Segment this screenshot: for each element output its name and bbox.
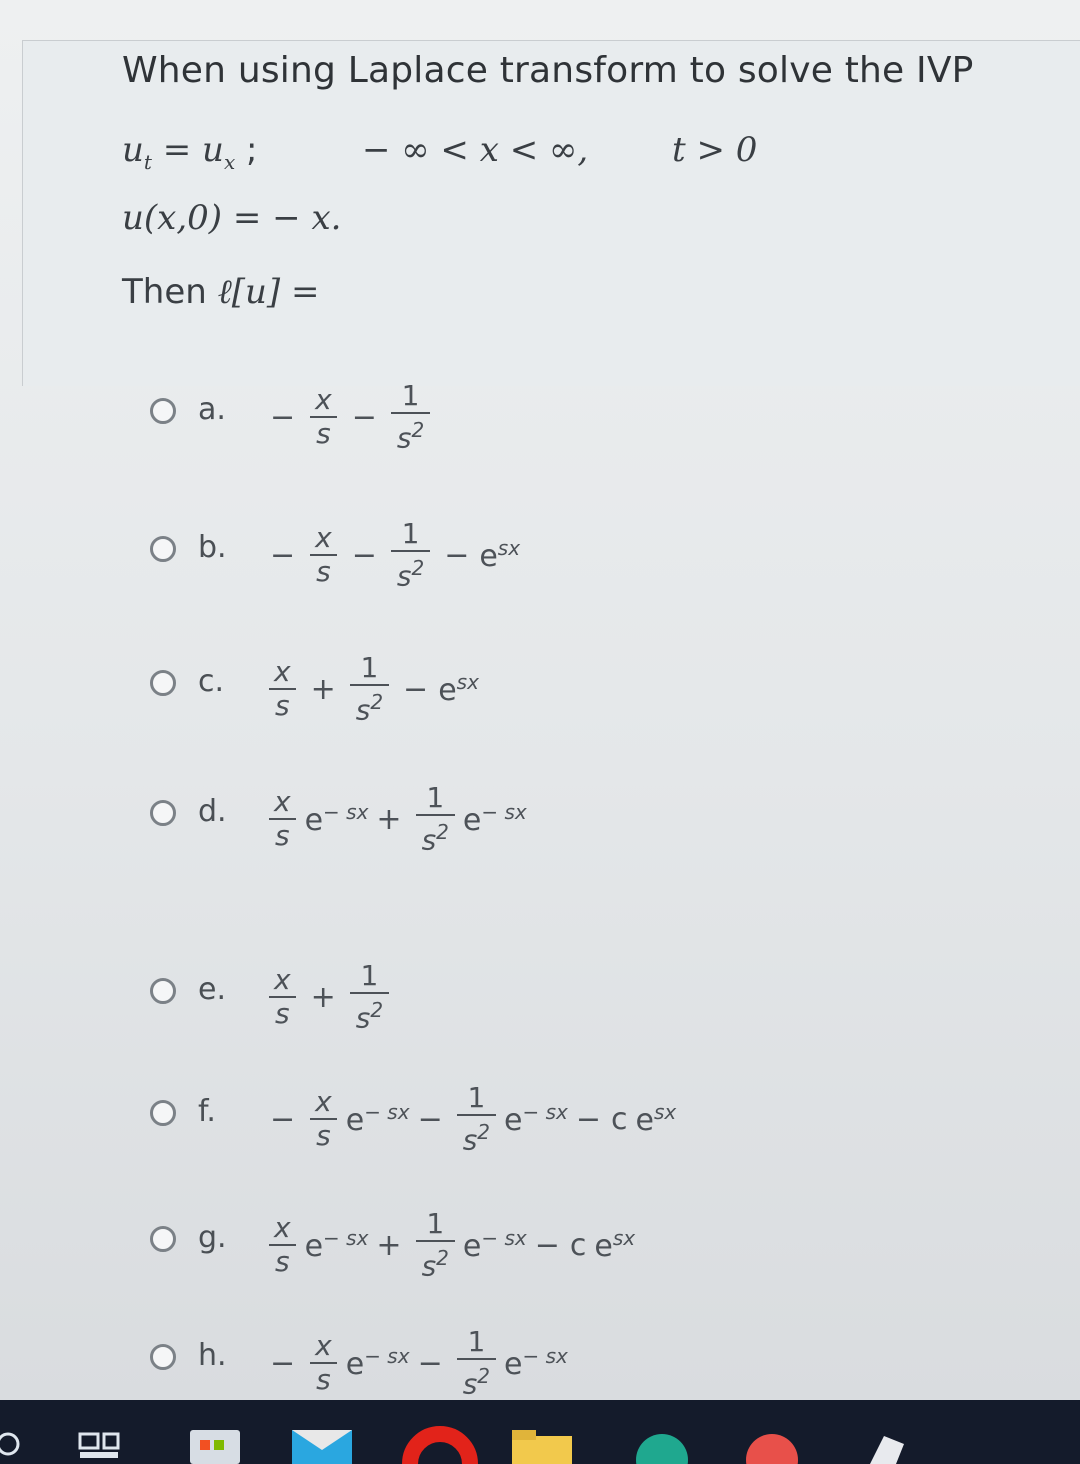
pde-left-sub: t <box>143 149 152 174</box>
minus-sign: − <box>270 537 296 573</box>
option-expression <box>262 782 527 856</box>
option-expression <box>262 380 436 454</box>
numerator: 1 <box>426 1207 445 1240</box>
minus-sign: − <box>351 537 377 573</box>
e-symbol: e <box>635 1103 654 1139</box>
numerator: x <box>315 383 332 417</box>
exponent: 2 <box>370 998 384 1022</box>
opera-icon[interactable] <box>410 1434 470 1464</box>
option-label: e. <box>198 972 226 1007</box>
exp-term <box>463 1226 527 1264</box>
radio-c[interactable] <box>150 670 176 696</box>
fraction <box>268 656 297 722</box>
option-expression <box>262 1326 568 1400</box>
exp-term <box>504 1100 568 1138</box>
numerator: x <box>315 1085 332 1119</box>
denominator: s <box>310 1118 337 1152</box>
minus-sign: − <box>534 1227 560 1263</box>
constant-c: c <box>569 1227 587 1263</box>
fraction <box>309 522 338 588</box>
fraction <box>309 384 338 450</box>
exponent: 2 <box>436 820 449 844</box>
fraction <box>416 782 455 856</box>
numerator: 1 <box>360 651 379 684</box>
s-symbol: s <box>462 1123 478 1157</box>
exponent: − sx <box>323 800 369 825</box>
fraction <box>457 1082 496 1156</box>
fraction <box>350 652 389 726</box>
search-icon[interactable] <box>0 1434 18 1454</box>
radio-e[interactable] <box>150 978 176 1004</box>
numerator: x <box>315 521 332 555</box>
mail-icon[interactable] <box>292 1430 352 1464</box>
chrome-icon[interactable] <box>746 1434 798 1464</box>
numerator: x <box>274 785 291 819</box>
e-symbol: e <box>438 673 457 709</box>
pde-left: u <box>122 130 144 170</box>
fraction <box>268 964 297 1030</box>
e-symbol: e <box>345 1103 365 1139</box>
e-symbol: e <box>479 539 498 575</box>
denominator: s <box>269 818 296 852</box>
e-symbol: e <box>304 803 324 839</box>
file-explorer-icon[interactable] <box>512 1430 572 1464</box>
e-symbol: e <box>504 1347 523 1383</box>
option-expression <box>262 518 520 592</box>
numerator: 1 <box>426 781 445 814</box>
taskbar <box>0 1400 1080 1464</box>
option-label: d. <box>198 794 227 829</box>
store-icon[interactable] <box>190 1430 240 1464</box>
numerator: 1 <box>467 1081 486 1114</box>
denominator: s <box>310 416 337 450</box>
exponent: sx <box>612 1226 636 1251</box>
radio-a[interactable] <box>150 398 176 424</box>
pde-line <box>122 130 258 174</box>
minus-sign: − <box>403 671 429 707</box>
constant-c: c <box>611 1101 628 1137</box>
pde-right-sub: x <box>223 149 236 174</box>
s-symbol: s <box>355 1001 371 1035</box>
exp-term <box>463 800 527 838</box>
option-expression <box>262 652 479 726</box>
numerator: 1 <box>401 517 420 550</box>
task-view-icon[interactable] <box>80 1434 118 1458</box>
plus-sign: + <box>310 671 336 707</box>
exponent: 2 <box>370 690 384 714</box>
pde-eq: = u <box>151 130 224 170</box>
exp-term <box>346 1100 410 1138</box>
radio-g[interactable] <box>150 1226 176 1252</box>
denominator <box>457 1114 496 1156</box>
option-expression <box>262 1208 635 1282</box>
exponent: − sx <box>323 1226 369 1251</box>
denominator: s <box>269 996 296 1030</box>
e-symbol: e <box>594 1229 613 1265</box>
time-condition: t > 0 <box>672 130 758 170</box>
fraction <box>457 1326 496 1400</box>
radio-h[interactable] <box>150 1344 176 1370</box>
denominator: s <box>269 688 296 722</box>
exponent: − sx <box>522 1100 568 1125</box>
exp-term <box>438 670 479 708</box>
e-symbol: e <box>345 1347 365 1383</box>
fraction <box>391 518 430 592</box>
radio-d[interactable] <box>150 800 176 826</box>
fraction <box>391 380 430 454</box>
exp-term <box>305 1226 369 1264</box>
minus-sign: − <box>444 537 470 573</box>
minus-sign: − <box>417 1345 443 1381</box>
exp-term <box>305 800 369 838</box>
exponent: − sx <box>481 800 527 825</box>
e-symbol: e <box>504 1103 523 1139</box>
exponent: − sx <box>522 1344 568 1369</box>
edge-icon[interactable] <box>636 1434 688 1464</box>
exponent: sx <box>653 1100 677 1125</box>
domain: − ∞ < x < ∞, <box>362 130 589 170</box>
exp-term <box>636 1100 677 1138</box>
fraction <box>268 1212 297 1278</box>
denominator <box>457 1358 496 1400</box>
exponent: 2 <box>411 556 425 580</box>
fraction <box>309 1330 338 1396</box>
denominator: s <box>310 554 337 588</box>
s-symbol: s <box>421 1249 437 1283</box>
denominator <box>416 814 455 856</box>
taskbar-icons <box>0 1400 1080 1464</box>
then-prefix: Then <box>122 272 218 312</box>
exponent: 2 <box>477 1120 491 1144</box>
fraction <box>350 960 389 1034</box>
exp-term <box>594 1226 635 1264</box>
exp-term <box>346 1344 410 1382</box>
e-symbol: e <box>462 803 482 839</box>
numerator: x <box>274 655 291 689</box>
denominator: s <box>310 1362 337 1396</box>
exponent: 2 <box>436 1246 449 1270</box>
minus-sign: − <box>270 399 296 435</box>
radio-b[interactable] <box>150 536 176 562</box>
denominator <box>350 684 389 726</box>
denominator <box>391 550 430 592</box>
exponent: − sx <box>364 1100 410 1125</box>
plus-sign: + <box>310 979 336 1015</box>
denominator <box>391 412 430 454</box>
s-symbol: s <box>462 1367 478 1401</box>
option-label: b. <box>198 530 227 565</box>
option-label: h. <box>198 1338 227 1373</box>
numerator: 1 <box>360 959 379 992</box>
s-symbol: s <box>355 693 371 727</box>
numerator: 1 <box>401 379 420 412</box>
fraction <box>309 1086 338 1152</box>
minus-sign: − <box>351 399 377 435</box>
exponent: 2 <box>411 418 425 442</box>
denominator <box>350 992 389 1034</box>
numerator: 1 <box>467 1325 486 1358</box>
exponent: sx <box>497 536 521 561</box>
app-icon[interactable] <box>870 1436 904 1464</box>
exponent: 2 <box>477 1364 491 1388</box>
exponent: − sx <box>364 1344 410 1369</box>
denominator: s <box>269 1244 296 1278</box>
plus-sign: + <box>376 801 402 837</box>
minus-sign: − <box>270 1101 296 1137</box>
initial-condition: u(x,0) = − x. <box>122 198 342 238</box>
numerator: x <box>315 1329 332 1363</box>
laplace-operator: ℓ[u] = <box>217 272 320 312</box>
option-label: g. <box>198 1220 227 1255</box>
s-symbol: s <box>396 421 412 455</box>
question-title: When using Laplace transform to solve the IVP <box>122 50 974 91</box>
minus-sign: − <box>575 1101 602 1137</box>
exponent: sx <box>456 670 479 695</box>
fraction <box>416 1208 455 1282</box>
denominator <box>416 1240 455 1282</box>
exp-term <box>479 536 520 574</box>
exponent: − sx <box>481 1226 527 1251</box>
option-label: f. <box>198 1094 216 1129</box>
fraction <box>268 786 297 852</box>
exp-term <box>504 1344 568 1382</box>
e-symbol: e <box>304 1229 324 1265</box>
then-line <box>122 272 319 312</box>
numerator: x <box>274 1211 291 1245</box>
s-symbol: s <box>421 823 437 857</box>
option-label: c. <box>198 664 225 699</box>
e-symbol: e <box>462 1229 482 1265</box>
radio-f[interactable] <box>150 1100 176 1126</box>
option-label: a. <box>198 392 226 427</box>
option-expression <box>262 960 395 1034</box>
pde-sep: ; <box>235 130 258 170</box>
numerator: x <box>274 963 291 997</box>
plus-sign: + <box>376 1227 402 1263</box>
minus-sign: − <box>417 1101 443 1137</box>
s-symbol: s <box>396 559 412 593</box>
option-expression <box>262 1082 676 1156</box>
minus-sign: − <box>270 1345 296 1381</box>
